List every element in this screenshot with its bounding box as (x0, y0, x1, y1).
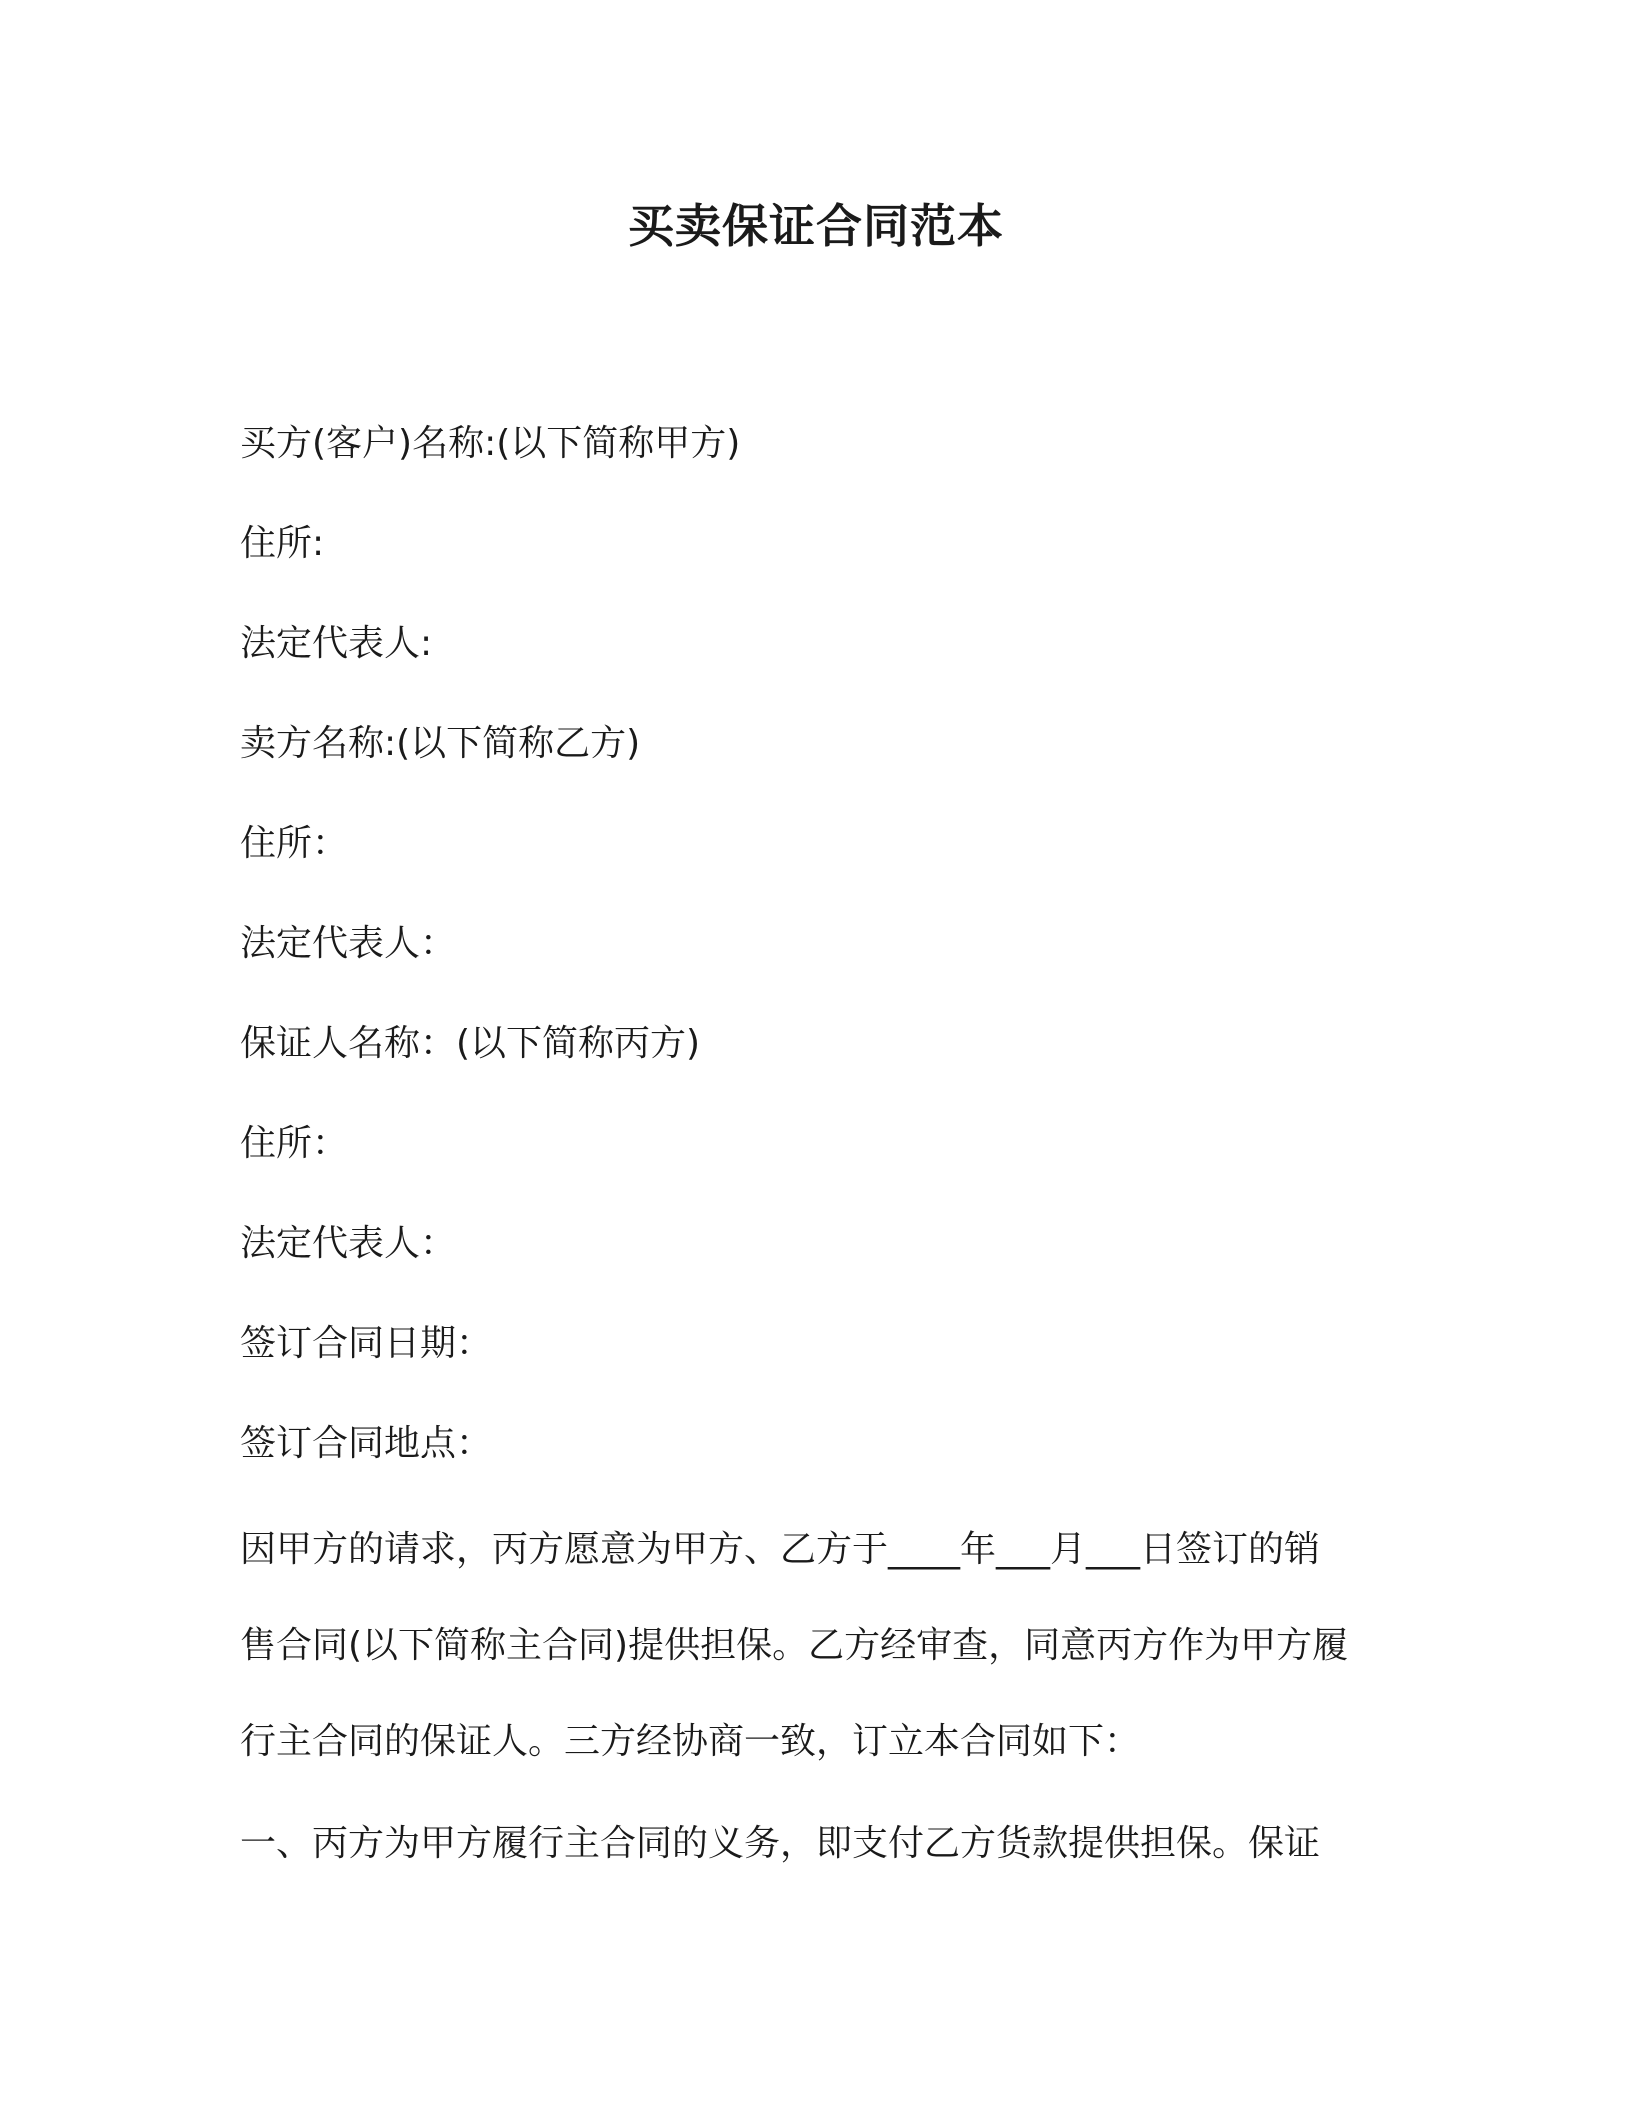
buyer-name-field: 买方(客户)名称:(以下简称甲方) (240, 423, 741, 464)
clause-1-line: 一、丙方为甲方履行主合同的义务，即支付乙方货款提供担保。保证 (240, 1823, 1321, 1864)
document-title: 买卖保证合同范本 (628, 199, 1004, 253)
buyer-legal-rep-field: 法定代表人: (240, 623, 433, 664)
preamble-line-2: 售合同(以下简称主合同)提供担保。乙方经审查，同意丙方作为甲方履 (240, 1625, 1349, 1666)
guarantor-name-field: 保证人名称：(以下简称丙方) (240, 1023, 701, 1064)
contract-date-field: 签订合同日期： (240, 1323, 493, 1364)
preamble-line-3: 行主合同的保证人。三方经协商一致，订立本合同如下： (240, 1721, 1141, 1762)
buyer-address-field: 住所: (240, 523, 325, 564)
seller-name-field: 卖方名称:(以下简称乙方) (240, 723, 641, 764)
preamble-line-1: 因甲方的请求，丙方愿意为甲方、乙方于____年___月___日签订的销 (240, 1529, 1321, 1570)
guarantor-address-field: 住所： (240, 1123, 349, 1164)
seller-address-field: 住所： (240, 823, 349, 864)
contract-place-field: 签订合同地点： (240, 1423, 493, 1464)
seller-legal-rep-field: 法定代表人： (240, 923, 457, 964)
guarantor-legal-rep-field: 法定代表人： (240, 1223, 457, 1264)
